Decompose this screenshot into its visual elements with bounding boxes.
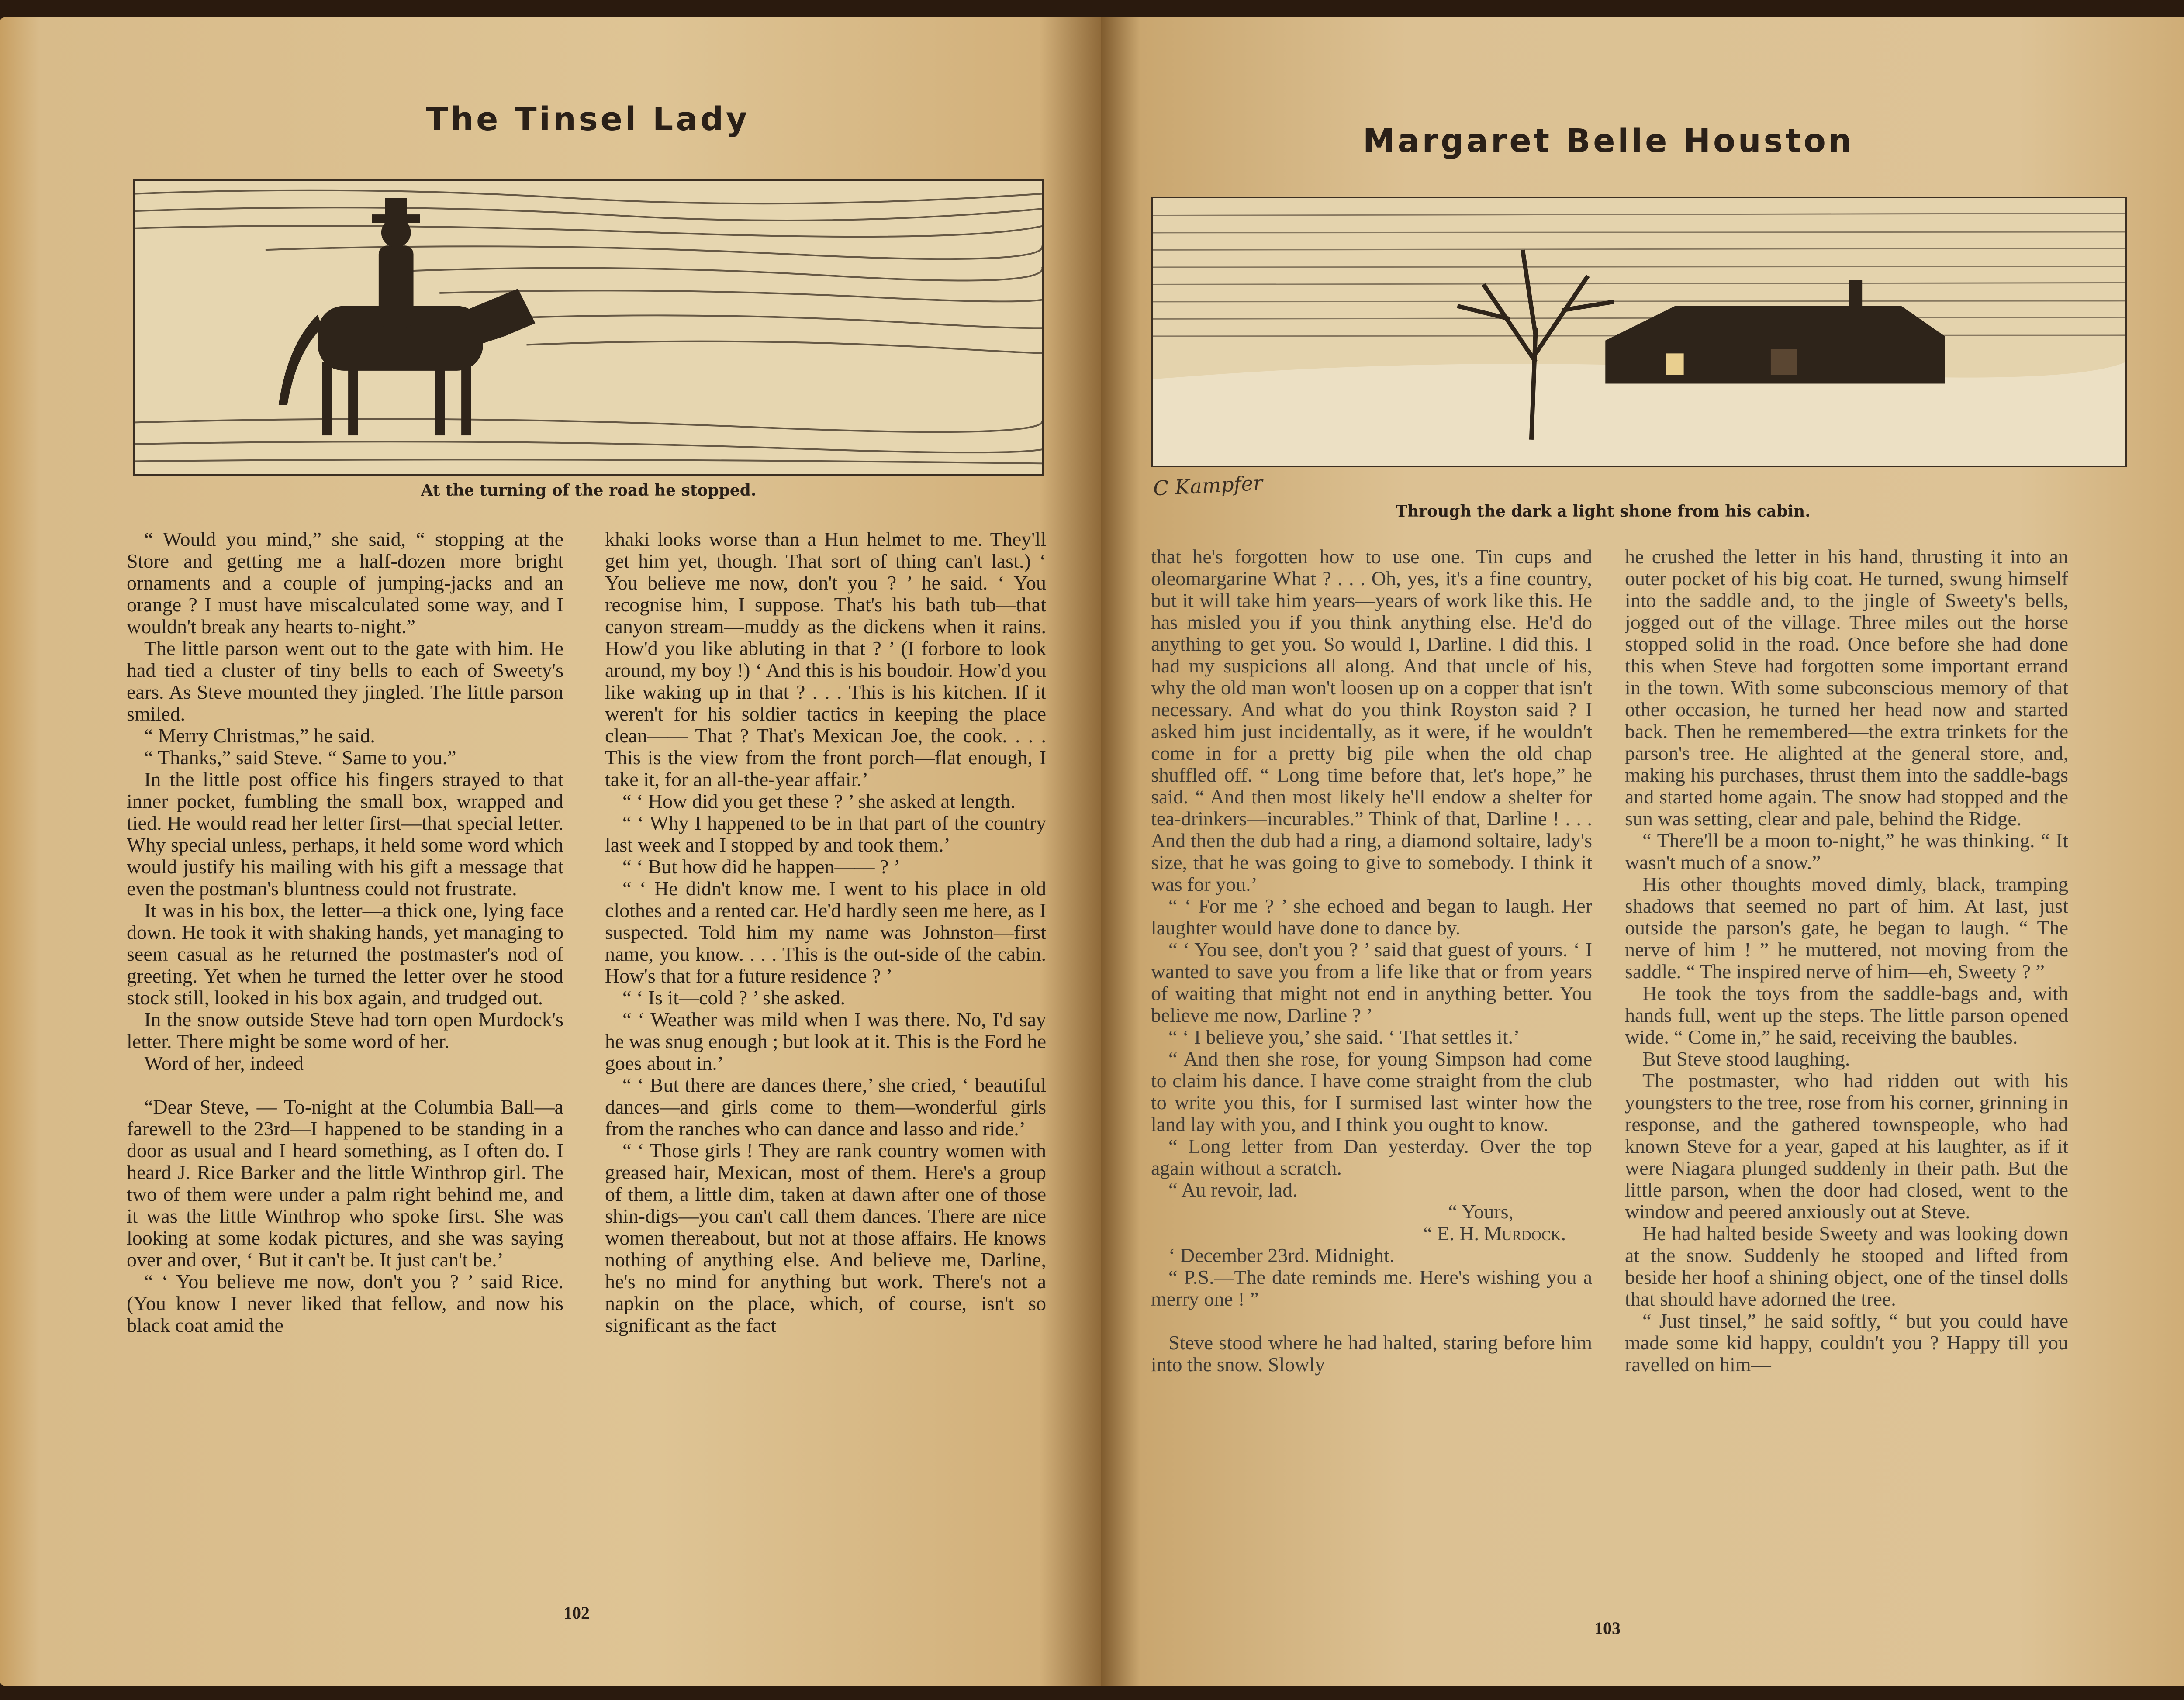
left-page <box>0 17 1101 1686</box>
left-page-column-1 <box>127 528 563 1611</box>
left-page-column-2 <box>605 528 1046 1611</box>
paragraph: “ P.S.—The date reminds me. Here's wishing you a merry one ! ” <box>1151 1266 1592 1310</box>
paragraph: “ ‘ Those girls ! They are rank country women with greased hair, Mexican, most of them. Here's a group of them, a little dim, taken at dawn after one of those shin-digs—you can't call them dances. There are nice women thereabout, but not at those affairs. He knows nothing of anything else. And believe me, Darline, he's no mind for anything but work. There's not a napkin on the place, which, of course, isn't so significant as the fact <box>605 1139 1046 1336</box>
paragraph: The postmaster, who had ridden out with his youngsters to the tree, rose from his corner, grinning in response, and the gathered townspeople, who had known Steve for a year, gaped at his laughter, as if it were Niagara plunged suddenly in their path. But the little parson, when the door had closed, went to the window and peered anxiously out at Steve. <box>1625 1069 2068 1223</box>
paragraph: It was in his box, the letter—a thick one, lying face down. He took it with shaking hands, yet managing to seem casual as he returned the postmaster's nod of greeting. Yet when he turned the letter over he stood stock still, looked in his box again, and trudged out. <box>127 899 563 1009</box>
paragraph: “ ‘ For me ? ’ she echoed and began to laugh. Her laughter would have done to dance by. <box>1151 895 1592 939</box>
paragraph: “ Thanks,” said Steve. “ Same to you.” <box>144 746 456 769</box>
paragraph: “ Would you mind,” she said, “ stopping at the Store and getting me a half-dozen more bright ornaments and a couple of jumping-jacks and an orange ? I must have miscalculated some way, and I wouldn't break any hearts to-night.” <box>127 528 563 638</box>
paragraph: “ ‘ He didn't know me. I went to his place in old clothes and a rented car. He'd hardly seen me here, as I suspected. Told him my name was Johnston—first name, you know. . . . This is the out-side of the cabin. How's that for a future residence ? ’ <box>605 877 1046 987</box>
paragraph: “ ‘ But how did he happen—— ? ’ <box>622 855 901 878</box>
paragraph: Steve stood where he had halted, staring before him into the snow. Slowly <box>1151 1331 1592 1376</box>
paragraph: “ ‘ You believe me now, don't you ? ’ said Rice. (You know I never liked that fellow, and now his black coat amid the <box>127 1270 563 1336</box>
paragraph: “ ‘ Why I happened to be in that part of the country last week and I stopped by and took them.’ <box>605 812 1046 856</box>
paragraph: “ ‘ I believe you,’ she said. ‘ That settles it.’ <box>1168 1026 1520 1048</box>
paragraph: “ And then she rose, for young Simpson had come to claim his dance. I have come straight from the club to write you this, for I surmised last winter how the land lay with you, and I think you ought to know. <box>1151 1048 1592 1135</box>
right-page <box>1101 17 2184 1686</box>
letter-paragraph: “Dear Steve, — To-night at the Columbia Ball—a farewell to the 23rd—I happened to be standing in a door as usual and I heard something, as I often do. I heard J. Rice Barker and the little Winthrop girl. The two of them were under a palm right behind me, and it was the little Winthrop who spoke first. She was looking at some kodak pictures, and she was saying over and over, ‘ But it can't be. It just can't be.’ <box>127 1096 563 1271</box>
paragraph: His other thoughts moved dimly, black, tramping shadows that seemed no part of him. At last, just outside the parson's gate, he began to laugh. “ The nerve of him ! ” he muttered, not moving from the saddle. “ The inspired nerve of him—eh, Sweety ? ” <box>1625 873 2068 983</box>
story-title: The Tinsel Lady <box>426 100 750 138</box>
left-page-number: 102 <box>563 1603 590 1623</box>
paragraph: In the little post office his fingers strayed to that inner pocket, fumbling the small box, wrapped and tied. He would read her letter first—that special letter. Why special unless, perhaps, it held some word which would justify his mailing with his gift a message that even the postman's bluntness could not frustrate. <box>127 768 563 900</box>
paragraph: “ ‘ Weather was mild when I was there. No, I'd say he was snug enough ; but look at it. This is the Ford he goes about in.’ <box>605 1008 1046 1074</box>
right-illustration-caption: Through the dark a light shone from his cabin. <box>1396 502 1811 521</box>
left-illustration-caption: At the turning of the road he stopped. <box>421 481 757 500</box>
letter-closing: “ Yours, <box>1448 1200 1514 1223</box>
paragraph: that he's forgotten how to use one. Tin cups and oleomargarine What ? . . . Oh, yes, it's a fine country, but it will take him years—years of work like this. He has misled you if you think anything else. He'd do anything to get you. So would I, Darline. I did this. I had my suspicions all along. And that uncle of his, why the old man won't loosen up on a copper that isn't necessary. And what do you think Royston said ? I asked him just incidentally, as it were, if he wouldn't come in for a pretty big pile when the old chap shuffled off. “ Long time before that, let's hope,” he said. “ And then most likely he'll endow a shelter for tea-drinkers—incurables.” Think of that, Darline ! . . . And then the dub had a ring, a diamond soltaire, lady's size, that he was going to give to somebody. I think it was for you.’ <box>1151 546 1592 895</box>
letter-signature: “ E. H. Murdock. <box>1423 1222 1566 1245</box>
paragraph: “ ‘ You see, don't you ? ’ said that guest of yours. ‘ I wanted to save you from a life like that or from years of waiting that might not end in anything better. You believe me now, Darline ? ’ <box>1151 938 1592 1026</box>
paragraph: The little parson went out to the gate with him. He had tied a cluster of tiny bells to each of Sweety's ears. As Steve mounted they jingled. The little parson smiled. <box>127 637 563 725</box>
paragraph: khaki looks worse than a Hun helmet to me. They'll get him yet, though. That sort of thing can't last.) ‘ You believe me now, don't you ? ’ he said. ‘ You recognise him, I suppose. That's his bath tub—that canyon stream—muddy as the dickens when it rains. How'd you like abluting in that ? ’ (I forbore to look around, my boy !) ‘ And this is his boudoir. How'd you like waking up in that ? . . . This is his kitchen. If it weren't for his soldier tactics in keeping the place clean—— That ? That's Mexican Joe, the cook. . . . This is the view from the front porch—flat enough, I take it, for an all-the-year affair.’ <box>605 528 1046 790</box>
paragraph: he crushed the letter in his hand, thrusting it into an outer pocket of his big coat. He turned, swung himself into the saddle and, to the jingle of Sweety's bells, jogged out of the village. Three miles out the horse stopped solid in the road. Once before she had done this when Steve had forgotten some important errand in the town. With some subconscious memory of that other occasion, he turned her head now and started back. Then he remembered—the extra trinkets for the parson's tree. He alighted at the general store, and, making his purchases, thrust them into the saddle-bags and started home again. The snow had stopped and the sun was setting, clear and pale, behind the Ridge. <box>1625 546 2068 830</box>
right-page-column-1 <box>1151 546 1592 1624</box>
paragraph: He had halted beside Sweety and was looking down at the snow. Suddenly he stooped and lifted from beside her hoof a shining object, one of the tinsel dolls that should have adorned the tree. <box>1625 1222 2068 1310</box>
right-page-column-2 <box>1625 546 2068 1624</box>
artist-signature: C Kampfer <box>1152 471 1264 500</box>
paragraph: “ Long letter from Dan yesterday. Over the top again without a scratch. <box>1151 1135 1592 1179</box>
paragraph: “ There'll be a moon to-night,” he was thinking. “ It wasn't much of a snow.” <box>1625 829 2068 873</box>
paragraph: “ ‘ How did you get these ? ’ she asked at length. <box>622 790 1016 812</box>
paragraph: “ ‘ Is it—cold ? ’ she asked. <box>622 986 846 1009</box>
author-title: Margaret Belle Houston <box>1363 122 1854 160</box>
paragraph: “ ‘ But there are dances there,’ she cried, ‘ beautiful dances—and girls come to them—wonderful girls from the ranches who can dance and lasso and ride.’ <box>605 1074 1046 1140</box>
rider-illustration <box>133 179 1044 476</box>
paragraph: But Steve stood laughing. <box>1642 1048 1850 1070</box>
letter-date: ‘ December 23rd. Midnight. <box>1168 1244 1395 1266</box>
paragraph: In the snow outside Steve had torn open Murdock's letter. There might be some word of her. <box>127 1008 563 1052</box>
paragraph: “ Just tinsel,” he said softly, “ but you could have made some kid happy, couldn't you ? Happy till you ravelled on him— <box>1625 1310 2068 1376</box>
right-page-number: 103 <box>1594 1618 1621 1638</box>
cabin-illustration <box>1151 197 2127 467</box>
paragraph: “ Merry Christmas,” he said. <box>144 724 375 747</box>
paragraph: “ Au revoir, lad. <box>1168 1179 1298 1201</box>
paragraph: He took the toys from the saddle-bags and, with hands full, went up the steps. The little parson opened wide. “ Come in,” he said, receiving the baubles. <box>1625 982 2068 1048</box>
paragraph: Word of her, indeed <box>144 1052 304 1074</box>
